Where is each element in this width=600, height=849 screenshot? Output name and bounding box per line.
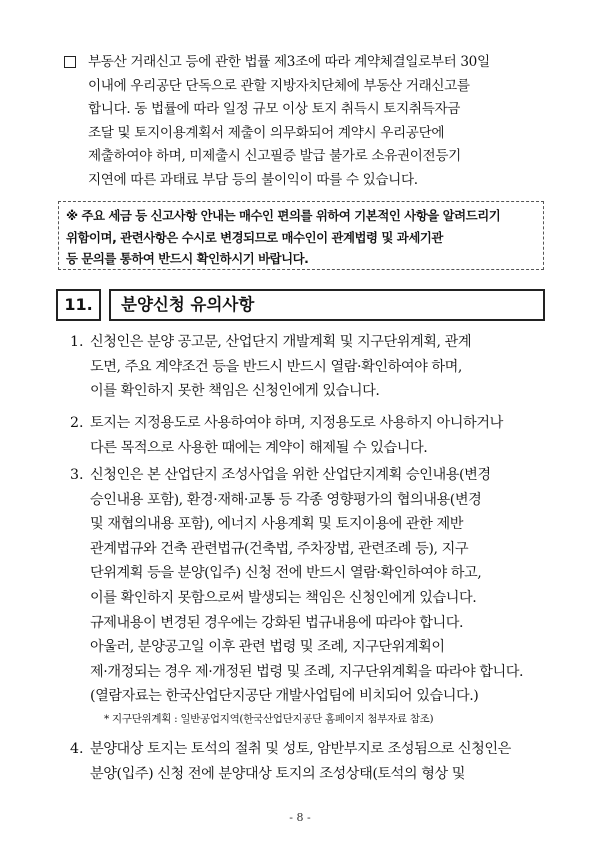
intro-line: 제출하여야 하며, 미제출시 신고필증 발급 불가로 소유권이전등기 [88,148,461,165]
intro-line: 부동산 거래신고 등에 관한 법률 제3조에 따라 계약체결일로부터 30일 [88,54,490,70]
item-line: 이를 확인하지 못함으로써 발생되는 책임은 신청인에게 있습니다. [90,589,477,606]
item-line: 신청인은 본 산업단지 조성사업을 위한 산업단지계획 승인내용(변경 [90,467,491,483]
item-line: 관계법규와 건축 관련법규(건축법, 주차장법, 관련조례 등), 지구 [90,540,469,557]
item-line: 신청인은 분양 공고문, 산업단지 개발계획 및 지구단위계획, 관계 [90,334,472,350]
item-line: 다른 목적으로 사용한 때에는 계약이 해제될 수 있습니다. [90,439,428,456]
item-number: 1. [70,334,84,350]
intro-line: 합니다. 동 법률에 따라 일정 규모 이상 토지 취득시 토지취득자금 [88,101,461,118]
checkbox-icon [64,56,76,68]
item-line: 분양(입주) 신청 전에 분양대상 토지의 조성상태(토석의 형상 및 [90,765,466,782]
item-line: 이를 확인하지 못한 책임은 신청인에게 있습니다. [90,383,380,400]
section-number: 11. [56,289,101,321]
item-line: 단위계획 등을 분양(입주) 신청 전에 반드시 열람·확인하여야 하고, [90,565,482,582]
item-number: 4. [70,741,84,757]
item-number: 2. [70,415,84,431]
intro-text [88,51,558,193]
notice-line: 위함이며, 관련사항은 수시로 변경되므로 매수인이 관계법령 및 과세기관 [66,229,443,245]
item-line: 제·개정되는 경우 제·개정된 법령 및 조례, 지구단위계획을 따라야 합니다. [90,663,524,680]
item-line: 도면, 주요 계약조건 등을 반드시 반드시 열람·확인하여야 하며, [90,358,462,375]
notice-box [58,201,544,270]
notice-line: 등 문의를 통하여 반드시 확인하시기 바랍니다. [66,251,309,266]
item-line: (열람자료는 한국산업단지공단 개발사업팀에 비치되어 있습니다.) [90,688,479,705]
item-number: 3. [70,467,84,483]
item-line: 및 재협의내용 포함), 에너지 사용계획 및 토지이용에 관한 제반 [90,516,464,533]
intro-line: 조달 및 토지이용계획서 제출이 의무화되어 계약시 우리공단에 [88,124,445,141]
intro-line: 지연에 따른 과태료 부담 등의 불이익이 따를 수 있습니다. [88,171,418,188]
item-line: 아울러, 분양공고일 이후 관련 법령 및 조례, 지구단위계획이 [90,639,445,656]
item-line: 분양대상 토지는 토석의 절취 및 성토, 암반부지로 조성됨으로 신청인은 [90,741,511,757]
item-footnote: * 지구단위계획 : 일반공업지역(한국산업단지공단 홈페이지 첨부자료 참조) [104,712,434,725]
item-line: 토지는 지정용도로 사용하여야 하며, 지정용도로 사용하지 아니하거나 [90,415,503,431]
item-line: 승인내용 포함), 환경·재해·교통 등 각종 영향평가의 협의내용(변경 [90,491,482,508]
page-number: - 8 - [289,811,311,824]
item-line: 규제내용이 변경된 경우에는 강화된 법규내용에 따라야 합니다. [90,614,464,631]
intro-line: 이내에 우리공단 단독으로 관할 지방자치단체에 부동산 거래신고를 [88,77,470,94]
section-title: 분양신청 유의사항 [109,289,545,321]
notice-line: ※ 주요 세금 등 신고사항 안내는 매수인 편의를 위하여 기본적인 사항을 알려드리기 [66,208,501,223]
